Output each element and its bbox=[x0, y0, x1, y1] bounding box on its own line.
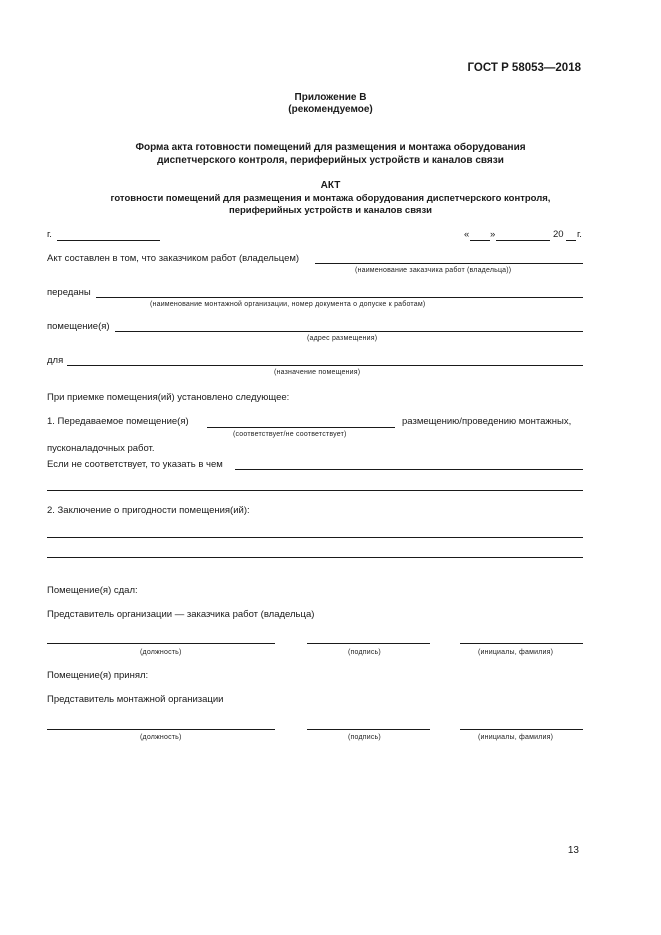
handover-position-hint: (должность) bbox=[140, 649, 182, 656]
handover-representative: Представитель организации — заказчика работ (владельца) bbox=[47, 609, 315, 620]
mismatch-field-1[interactable] bbox=[235, 469, 583, 470]
act-subtitle-line1: готовности помещений для размещения и монтажа оборудования диспетчерского контроля, bbox=[110, 193, 551, 204]
appendix-subtitle: (рекомендуемое) bbox=[288, 104, 373, 115]
transferred-label: переданы bbox=[47, 287, 91, 298]
handover-label: Помещение(я) сдал: bbox=[47, 585, 138, 596]
city-prefix: г. bbox=[47, 229, 52, 240]
acceptance-label: Помещение(я) принял: bbox=[47, 670, 149, 681]
acceptance-position-field[interactable] bbox=[47, 729, 275, 730]
date-open-quote: « bbox=[464, 229, 470, 240]
date-day-field[interactable] bbox=[470, 240, 490, 241]
page-number: 13 bbox=[567, 845, 579, 856]
appendix-title: Приложение В bbox=[294, 92, 367, 103]
item1-text-end: размещению/проведению монтажных, bbox=[402, 416, 572, 427]
transferred-field[interactable] bbox=[96, 297, 583, 298]
acceptance-position-hint: (должность) bbox=[140, 734, 182, 741]
acceptance-signature-hint: (подпись) bbox=[348, 734, 381, 741]
acceptance-initials-hint: (инициалы, фамилия) bbox=[478, 734, 554, 741]
premises-label: помещение(я) bbox=[47, 321, 110, 332]
premises-hint: (адрес размещения) bbox=[307, 335, 378, 342]
mismatch-field-2[interactable] bbox=[47, 490, 583, 491]
purpose-hint: (назначение помещения) bbox=[274, 369, 361, 376]
acceptance-signature-field[interactable] bbox=[307, 729, 430, 730]
document-standard-number: ГОСТ Р 58053—2018 bbox=[467, 62, 581, 74]
customer-hint: (наименование заказчика работ (владельца)) bbox=[355, 267, 512, 274]
mismatch-label: Если не соответствует, то указать в чем bbox=[47, 459, 223, 470]
item1-hint: (соответствует/не соответствует) bbox=[233, 431, 347, 438]
premises-field[interactable] bbox=[115, 331, 583, 332]
purpose-field[interactable] bbox=[67, 365, 583, 366]
act-subtitle-line2: периферийных устройств и каналов связи bbox=[228, 205, 433, 216]
conclusion-field-2[interactable] bbox=[47, 557, 583, 558]
date-close-quote: » bbox=[490, 229, 496, 240]
findings-intro: При приемке помещения(ий) установлено следующее: bbox=[47, 392, 290, 403]
customer-label: Акт составлен в том, что заказчиком работ (владельцем) bbox=[47, 253, 300, 264]
acceptance-initials-field[interactable] bbox=[460, 729, 583, 730]
handover-position-field[interactable] bbox=[47, 643, 275, 644]
city-field[interactable] bbox=[57, 240, 160, 241]
form-title-line2: диспетчерского контроля, периферийных устройств и каналов связи bbox=[157, 155, 504, 166]
handover-signature-field[interactable] bbox=[307, 643, 430, 644]
handover-initials-field[interactable] bbox=[460, 643, 583, 644]
item2-label: 2. Заключение о пригодности помещения(ий): bbox=[47, 505, 250, 516]
purpose-label: для bbox=[47, 355, 64, 366]
year-suffix: г. bbox=[577, 229, 582, 240]
item1-continuation: пусконаладочных работ. bbox=[47, 443, 155, 454]
conclusion-field-1[interactable] bbox=[47, 537, 583, 538]
year-prefix: 20 bbox=[553, 229, 564, 240]
handover-signature-hint: (подпись) bbox=[348, 649, 381, 656]
form-title-line1: Форма акта готовности помещений для размещения и монтажа оборудования bbox=[135, 142, 526, 153]
date-year-field[interactable] bbox=[566, 240, 576, 241]
item1-text-start: 1. Передаваемое помещение(я) bbox=[47, 416, 189, 427]
act-title: АКТ bbox=[320, 180, 341, 191]
handover-initials-hint: (инициалы, фамилия) bbox=[478, 649, 554, 656]
item1-compliance-field[interactable] bbox=[207, 427, 395, 428]
transferred-hint: (наименование монтажной организации, номер документа о допуске к работам) bbox=[150, 301, 426, 308]
acceptance-representative: Представитель монтажной организации bbox=[47, 694, 224, 705]
date-month-field[interactable] bbox=[496, 240, 550, 241]
customer-field[interactable] bbox=[315, 263, 583, 264]
